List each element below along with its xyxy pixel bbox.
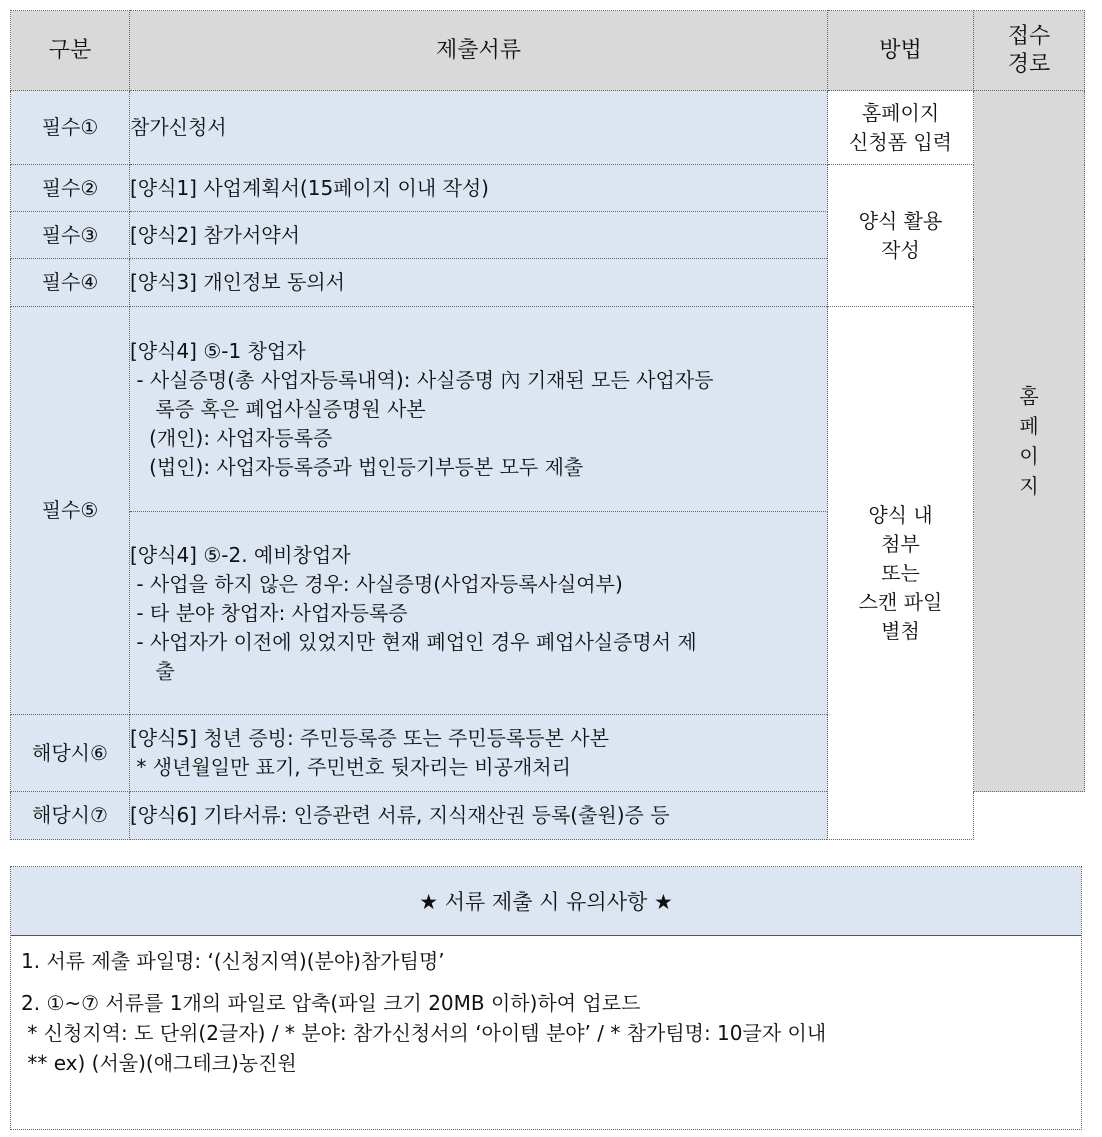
row-category: 필수① — [11, 91, 130, 165]
method-line: 스캔 파일 — [858, 589, 943, 614]
method-line: 별첨 — [881, 618, 920, 643]
header-documents: 제출서류 — [130, 11, 828, 91]
row-category: 해당시⑦ — [11, 792, 130, 840]
content-line: - 사업을 하지 않은 경우: 사실증명(사업자등록사실여부) — [130, 571, 623, 596]
content-line: [양식5] 청년 증빙: 주민등록증 또는 주민등록등본 사본 — [130, 726, 609, 750]
method-line: 홈페이지 — [861, 100, 940, 125]
header-category: 구분 — [11, 11, 130, 91]
notes-box — [10, 866, 1082, 1130]
notes-body — [11, 936, 1081, 1078]
content-line: (개인): 사업자등록증 — [130, 425, 333, 450]
content-line: - 사업자가 이전에 있었지만 현재 폐업인 경우 폐업사실증명서 제 — [130, 629, 697, 654]
content-line: [양식6] 기타서류: 인증관련 서류, 지식재산권 등록(출원)증 등 — [130, 803, 670, 827]
content-line: - 타 분야 창업자: 사업자등록증 — [130, 600, 408, 625]
row-category: 해당시⑥ — [11, 715, 130, 792]
content-line: - 사실증명(총 사업자등록내역): 사실증명 內 기재된 모든 사업자등 — [130, 367, 714, 392]
method-line: 양식 내 — [868, 502, 933, 527]
method-line: 또는 — [881, 560, 920, 585]
method-line: 신청폼 입력 — [849, 129, 952, 154]
method-line: 양식 활용 — [858, 208, 943, 233]
row-category: 필수⑤ — [11, 307, 130, 715]
route-char: 페 — [1019, 414, 1039, 438]
content-line: [양식4] ⑤-2. 예비창업자 — [130, 542, 351, 567]
method-line: 첨부 — [881, 531, 920, 556]
row-content — [130, 212, 828, 259]
row-content — [130, 792, 828, 840]
notes-item: 1. 서류 제출 파일명: ‘(신청지역)(분야)참가팀명’ — [21, 949, 445, 973]
content-line: [양식1] 사업계획서(15페이지 이내 작성) — [130, 175, 489, 200]
header-route-line: 접수 — [1007, 23, 1051, 49]
documents-table — [10, 10, 1085, 840]
route-char: 홈 — [1019, 384, 1039, 408]
row-content — [130, 91, 828, 165]
content-line: 록증 혹은 폐업사실증명원 사본 — [130, 396, 426, 421]
notes-item: * 신청지역: 도 단위(2글자) / * 분야: 참가신청서의 ‘아이템 분야’ / * 참가팀명: 10글자 이내 — [21, 1021, 827, 1045]
row-category: 필수② — [11, 165, 130, 212]
route-char: 지 — [1019, 474, 1039, 498]
content-line: 출 — [130, 658, 175, 683]
row-category: 필수③ — [11, 212, 130, 259]
method-line: 작성 — [881, 237, 920, 262]
header-route-line: 경로 — [1007, 51, 1051, 77]
row-content — [130, 259, 828, 307]
row-content-a — [130, 307, 828, 512]
content-line: 참가신청서 — [130, 115, 227, 139]
content-line: * 생년월일만 표기, 주민번호 뒷자리는 비공개처리 — [130, 755, 571, 779]
content-line: [양식3] 개인정보 동의서 — [130, 270, 345, 294]
method-attach — [828, 307, 974, 840]
method-form-use — [828, 165, 974, 307]
notes-item: ** ex) (서울)(애그테크)농진원 — [21, 1051, 297, 1075]
header-method: 방법 — [828, 11, 974, 91]
table-row — [11, 165, 1085, 212]
table-row — [11, 91, 1085, 165]
header-row — [11, 11, 1085, 91]
content-line: [양식4] ⑤-1 창업자 — [130, 338, 306, 363]
notes-item: 2. ①~⑦ 서류를 1개의 파일로 압축(파일 크기 20MB 이하)하여 업로드 — [21, 991, 641, 1015]
table-row — [11, 307, 1085, 512]
notes-title: ★ 서류 제출 시 유의사항 ★ — [11, 867, 1081, 936]
method-homepage-form — [828, 91, 974, 165]
row-content — [130, 165, 828, 212]
row-content — [130, 715, 828, 792]
header-route — [974, 11, 1085, 91]
route-char: 이 — [1019, 444, 1039, 468]
content-line: [양식2] 참가서약서 — [130, 222, 300, 247]
route-cell — [974, 91, 1085, 792]
row-content-b — [130, 512, 828, 715]
content-line: (법인): 사업자등록증과 법인등기부등본 모두 제출 — [130, 454, 584, 479]
row-category: 필수④ — [11, 259, 130, 307]
